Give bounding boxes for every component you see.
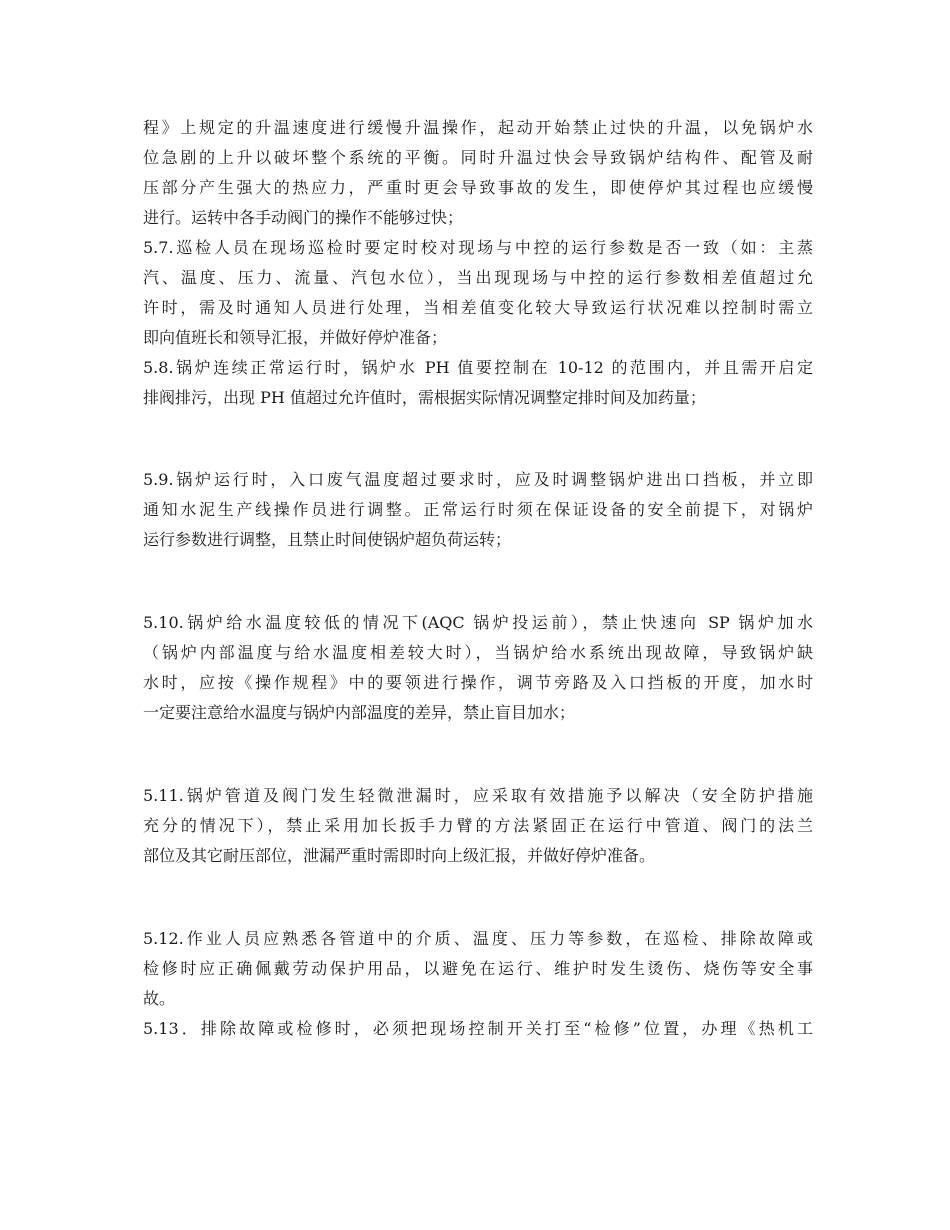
text-line: 水时，应按《操作规程》中的要领进行操作，调节旁路及入口挡板的开度，加水时 <box>143 673 813 692</box>
text-line: 进行。运转中各手动阀门的操作不能够过快； <box>143 208 464 227</box>
text-line: 5.7.巡检人员在现场巡检时要定时校对现场与中控的运行参数是否一致（如：主蒸 <box>143 238 813 257</box>
text-line: 故。 <box>143 989 176 1008</box>
text-line: 5.11.锅炉管道及阀门发生轻微泄漏时，应采取有效措施予以解决（安全防护措施 <box>143 786 813 805</box>
text-line: 5.13．排除故障或检修时，必须把现场控制开关打至“检修”位置，办理《热机工 <box>143 1019 813 1038</box>
text-line: 5.10.锅炉给水温度较低的情况下(AQC 锅炉投运前），禁止快速向 SP 锅炉加水 <box>143 613 813 632</box>
text-line: 5.12.作业人员应熟悉各管道中的介质、温度、压力等参数，在巡检、排除故障或 <box>143 929 813 948</box>
text-line: 5.8.锅炉连续正常运行时，锅炉水 PH 值要控制在 10-12 的范围内，并且需开启定 <box>143 358 813 377</box>
text-line: 汽、温度、压力、流量、汽包水位），当出现现场与中控的运行参数相差值超过允 <box>143 268 813 287</box>
text-line: 一定要注意给水温度与锅炉内部温度的差异，禁止盲目加水； <box>143 703 576 722</box>
text-line: 部位及其它耐压部位，泄漏严重时需即时向上级汇报，并做好停炉准备。 <box>143 846 656 865</box>
text-line: 通知水泥生产线操作员进行调整。正常运行时须在保证设备的安全前提下，对锅炉 <box>143 500 813 519</box>
text-line: 压部分产生强大的热应力，严重时更会导致事故的发生，即使停炉其过程也应缓慢 <box>143 178 813 197</box>
text-line: 位急剧的上升以破坏整个系统的平衡。同时升温过快会导致锅炉结构件、配管及耐 <box>143 148 813 167</box>
text-line: （锅炉内部温度与给水温度相差较大时），当锅炉给水系统出现故障，导致锅炉缺 <box>143 643 813 662</box>
text-line: 排阀排污，出现 PH 值超过允许值时，需根据实际情况调整定排时间及加药量； <box>143 388 706 407</box>
text-line: 许时，需及时通知人员进行处理，当相差值变化较大导致运行状况难以控制时需立 <box>143 298 813 317</box>
text-line: 即向值班长和领导汇报，并做好停炉准备； <box>143 328 448 347</box>
text-line: 检修时应正确佩戴劳动保护用品，以避免在运行、维护时发生烫伤、烧伤等安全事 <box>143 959 813 978</box>
text-line: 程》上规定的升温速度进行缓慢升温操作，起动开始禁止过快的升温，以免锅炉水 <box>143 118 813 137</box>
text-line: 5.9.锅炉运行时，入口废气温度超过要求时，应及时调整锅炉进出口挡板，并立即 <box>143 470 813 489</box>
text-line: 运行参数进行调整，且禁止时间使锅炉超负荷运转； <box>143 530 512 549</box>
text-line: 充分的情况下），禁止采用加长扳手力臂的方法紧固正在运行中管道、阀门的法兰 <box>143 816 813 835</box>
